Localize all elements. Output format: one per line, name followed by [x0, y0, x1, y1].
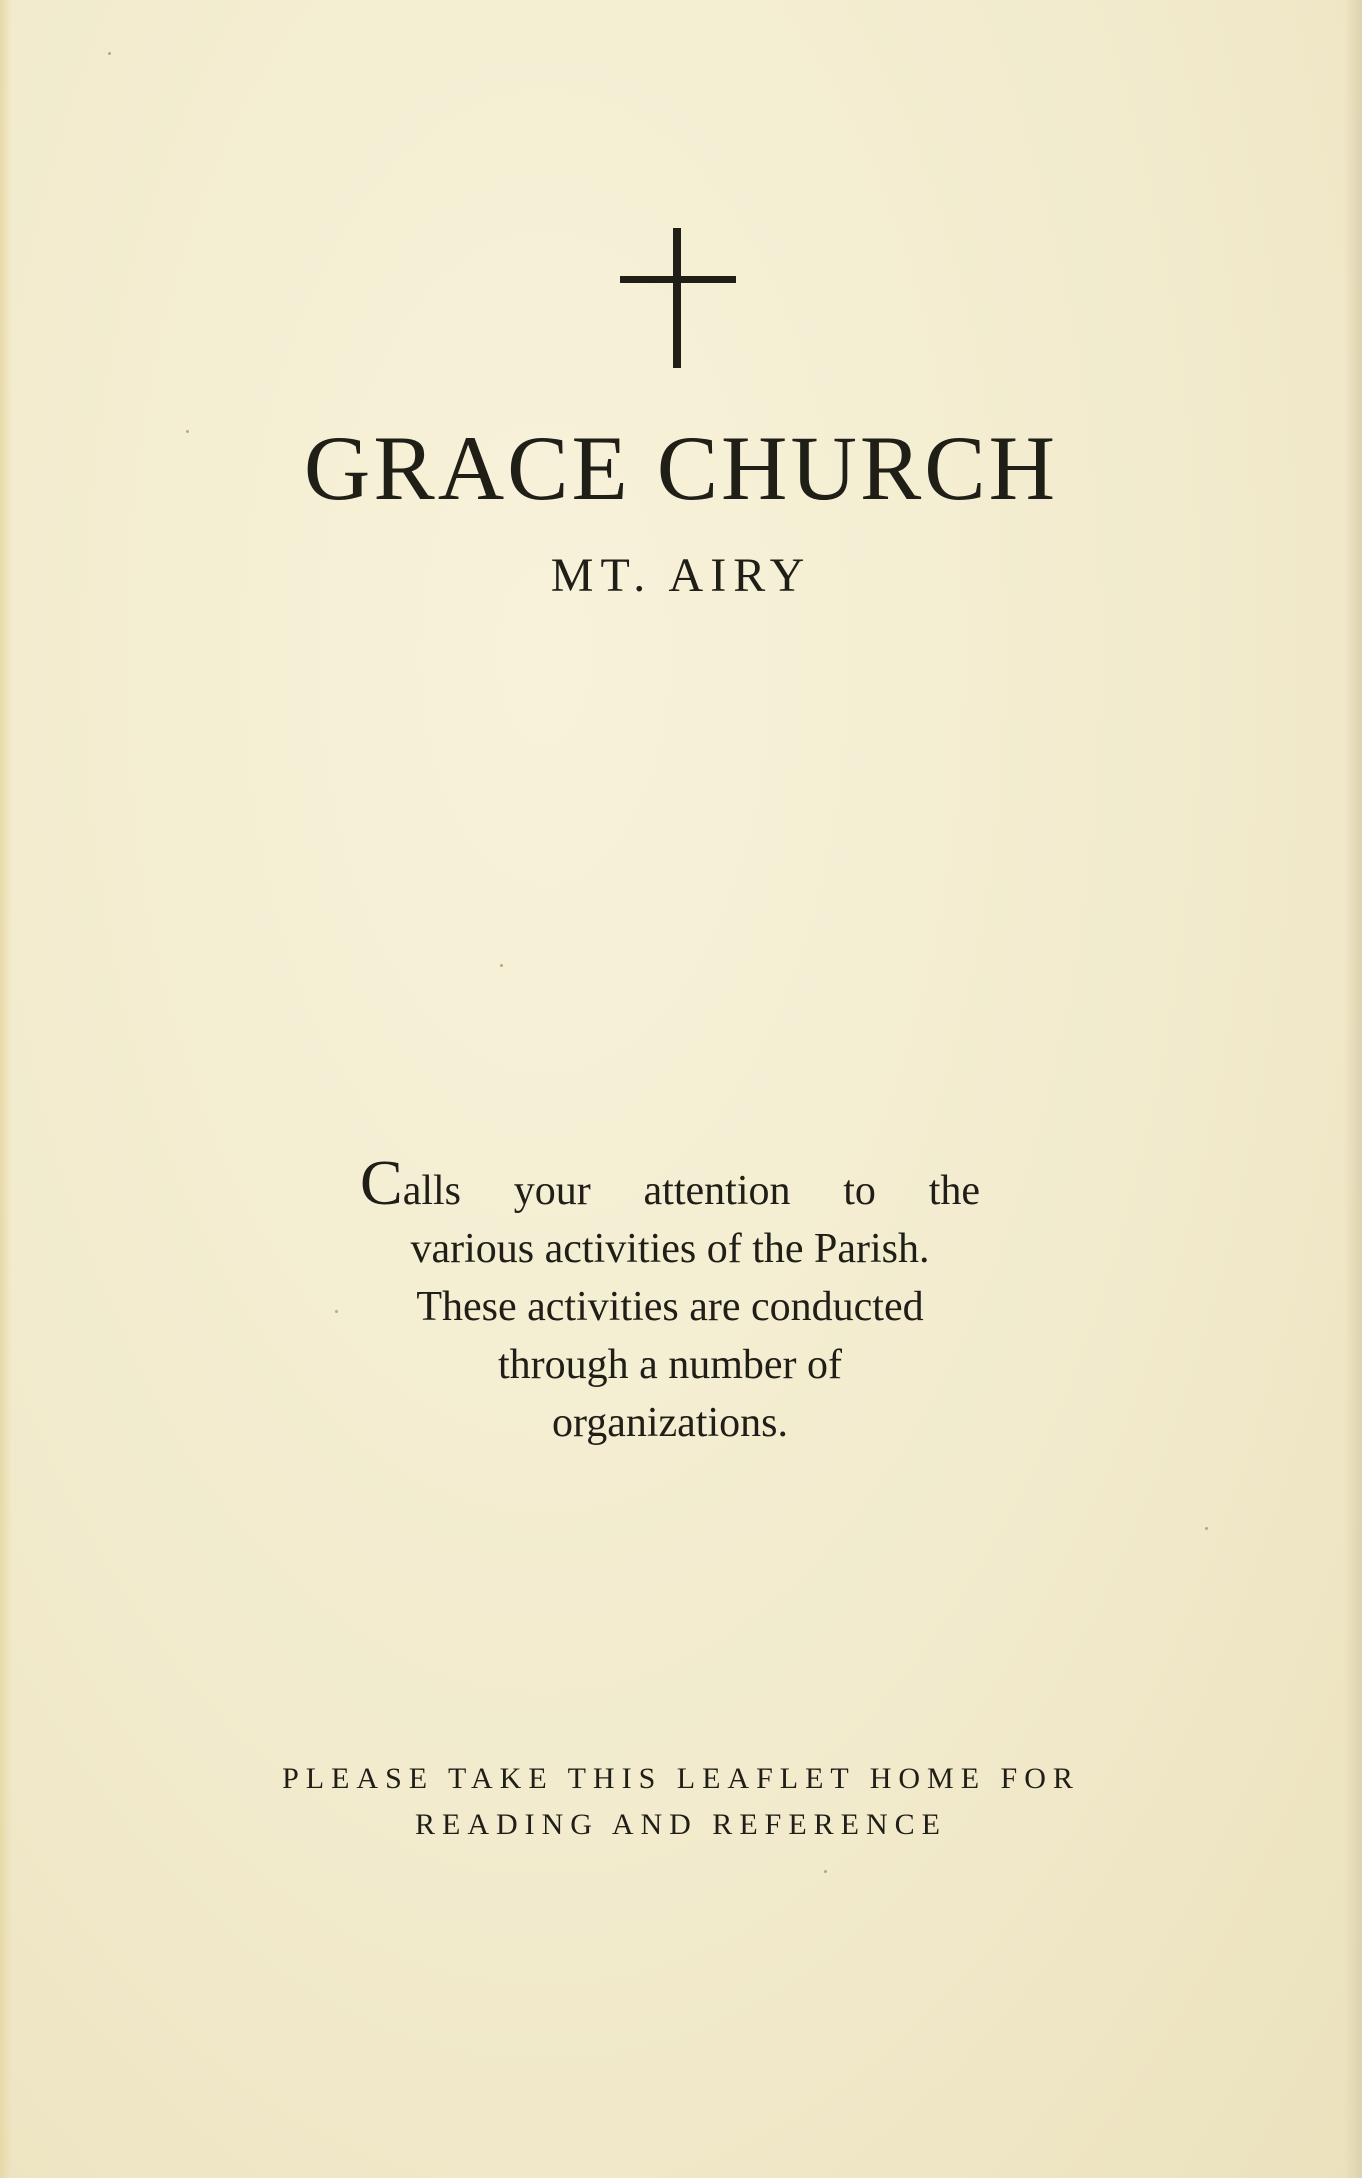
paper-edge-right: [1344, 0, 1362, 2178]
intro-line-3: These activities are conducted: [416, 1284, 924, 1330]
intro-line-5: organizations.: [551, 1400, 788, 1446]
paper-speck: [1205, 1527, 1208, 1530]
paper-speck: [335, 1310, 338, 1313]
cross-horizontal-bar: [620, 276, 736, 283]
intro-line-1-text: alls your attention to the: [402, 1168, 980, 1214]
paper-speck: [824, 1870, 827, 1873]
intro-line-4: through a number of: [497, 1342, 843, 1388]
intro-line-2: various activities of the Parish.: [410, 1226, 930, 1272]
intro-paragraph: [360, 1147, 980, 1452]
footer-line-2: READING AND REFERENCE: [414, 1808, 947, 1841]
intro-line-1: [360, 1147, 980, 1220]
latin-cross-icon: [620, 228, 736, 368]
church-title: GRACE CHURCH: [303, 417, 1059, 519]
church-location: MT. AIRY: [550, 549, 812, 602]
footer-line-1: PLEASE TAKE THIS LEAFLET HOME FOR: [282, 1762, 1080, 1795]
paper-speck: [186, 430, 189, 433]
paper-edge-left: [0, 0, 12, 2178]
paper-speck: [500, 964, 503, 967]
intro-dropcap: C: [360, 1147, 403, 1218]
paper-speck: [108, 52, 111, 55]
footer-notice: [0, 1756, 1362, 1848]
cross-vertical-bar: [673, 228, 681, 368]
